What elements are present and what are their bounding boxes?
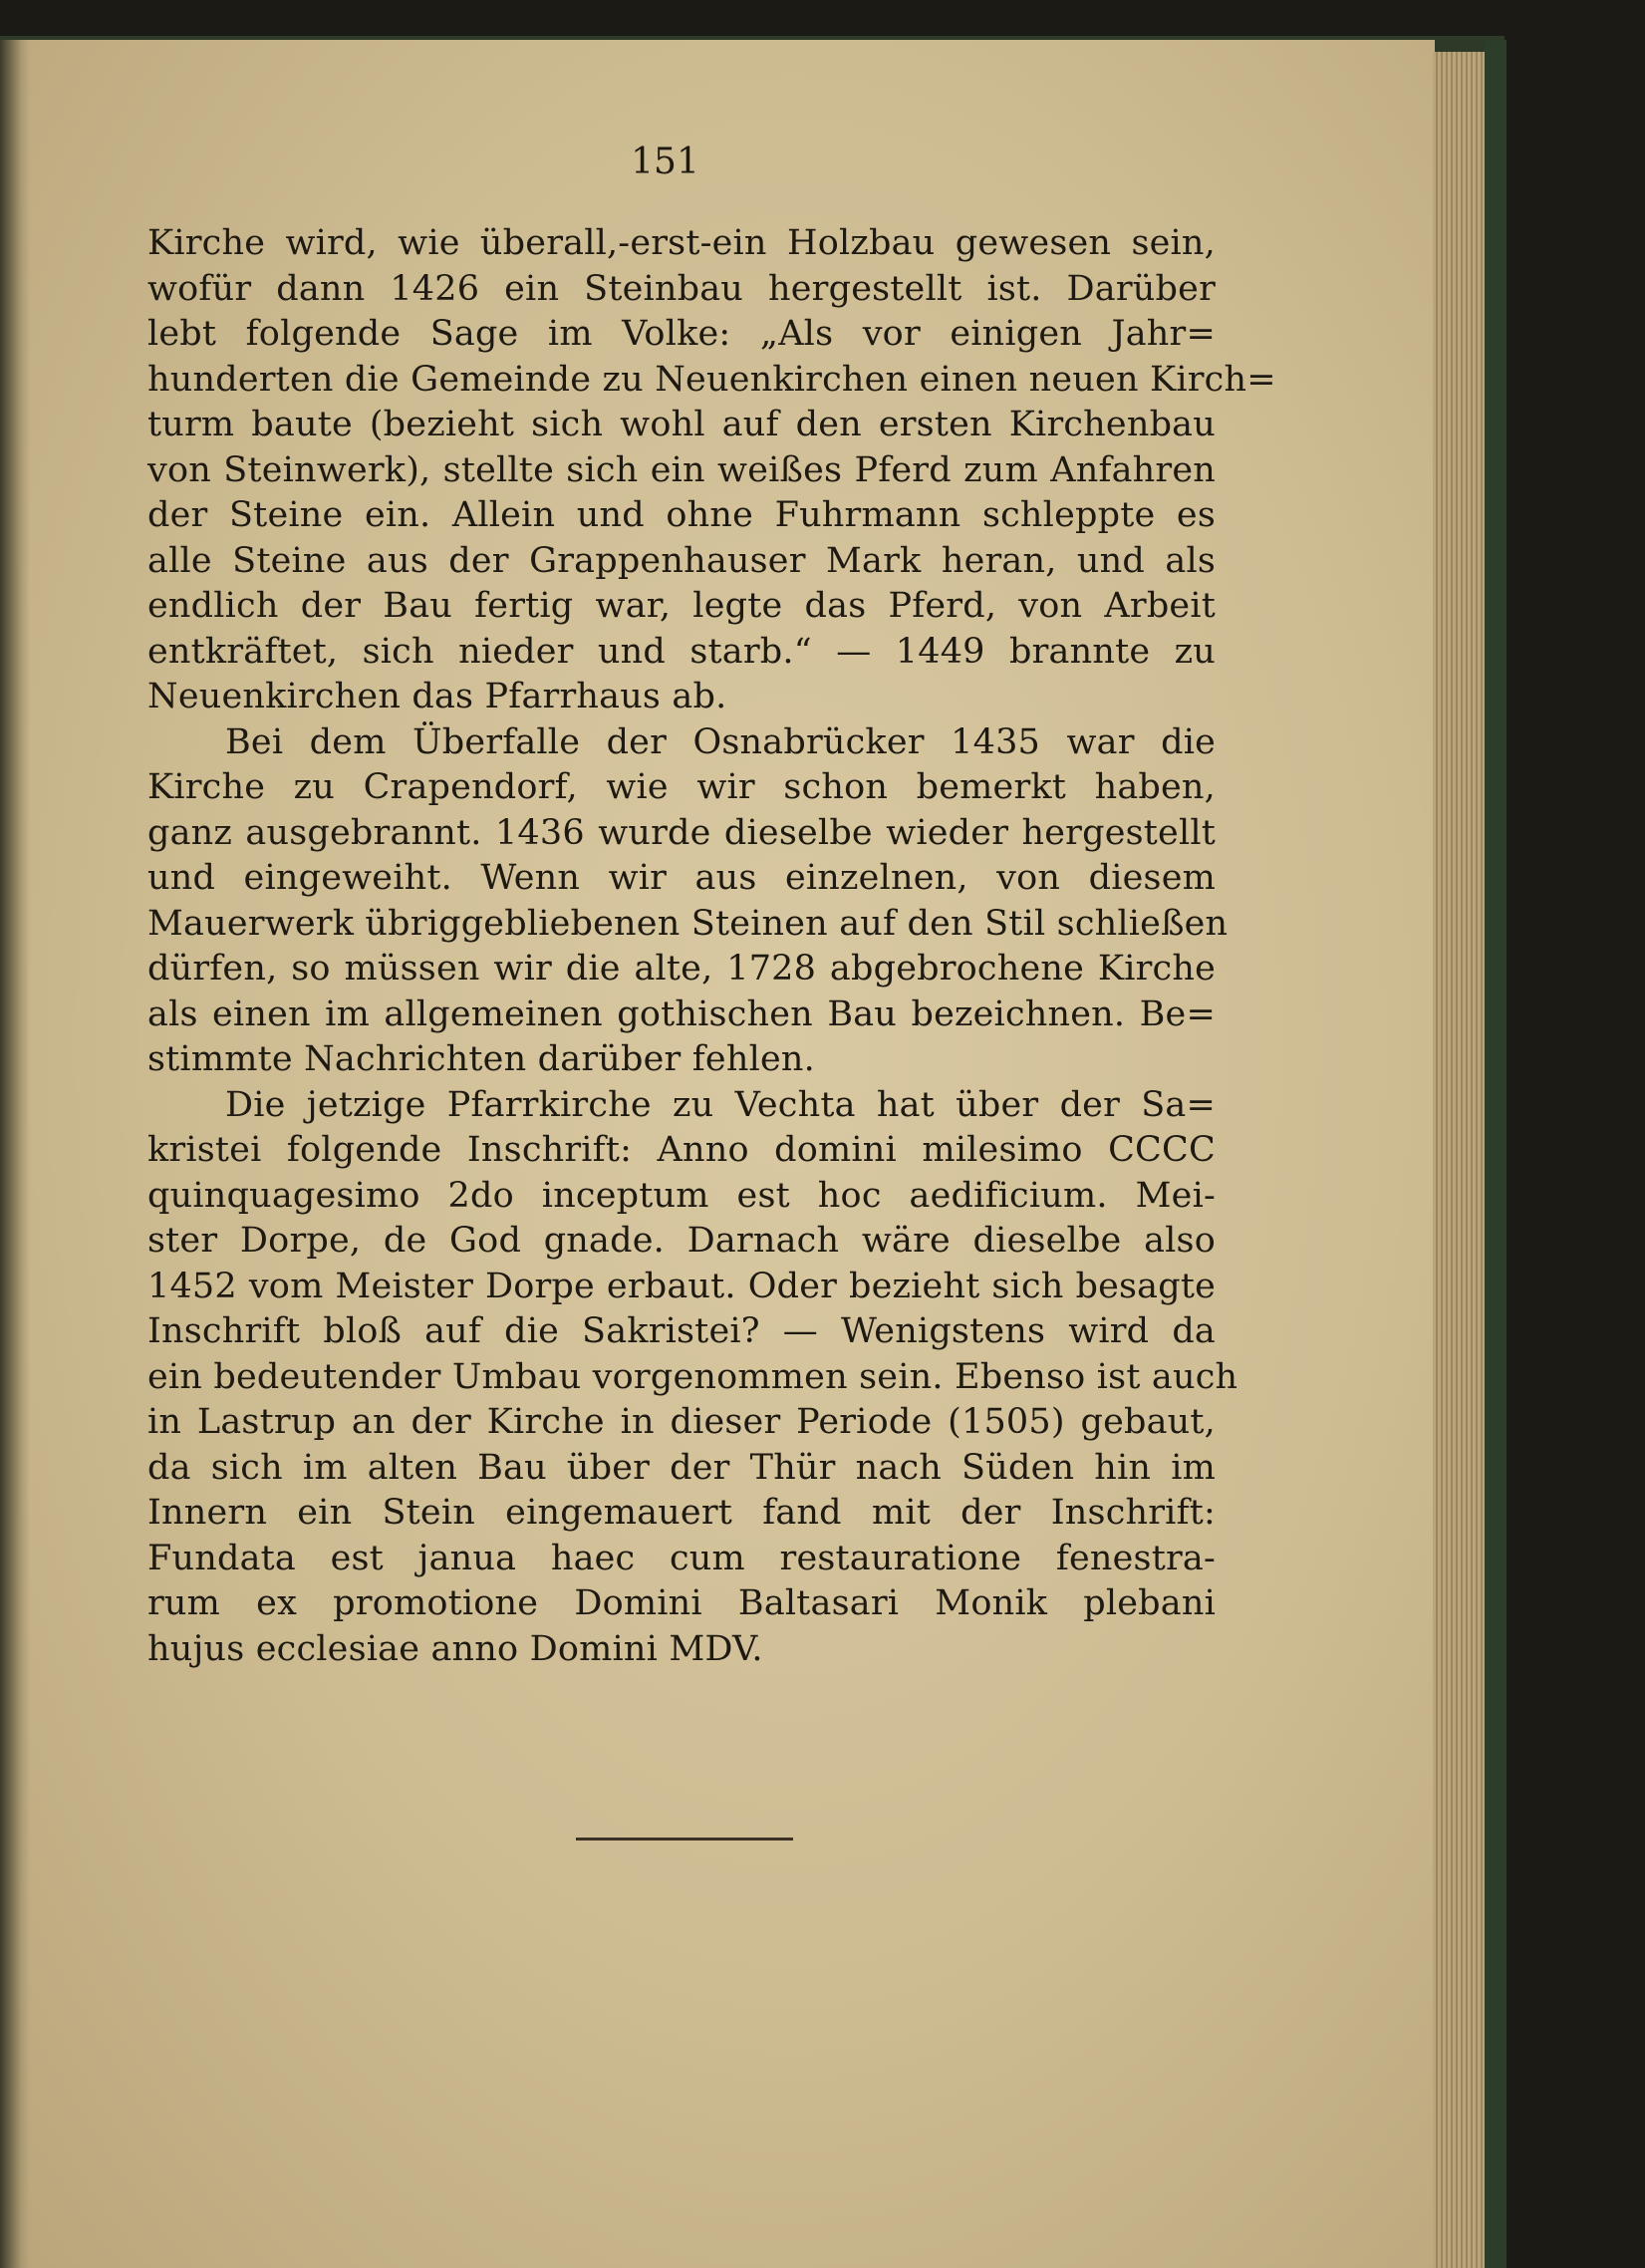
text-line: stimmte Nachrichten darüber fehlen. [147,1039,815,1079]
text-line: als einen im allgemeinen gothischen Bau bezeichnen. Be= [147,993,1216,1034]
book-cover-edge [1485,40,1507,2268]
text-line: Fundata est janua haec cum restauratione fenestra- [147,1538,1216,1578]
text-line: 1452 vom Meister Dorpe erbaut. Oder bezieht sich besagte [147,1266,1216,1306]
text-line: Die jetzige Pfarrkirche zu Vechta hat über der Sa= [225,1084,1216,1125]
body-text [147,221,1276,1672]
text-line: ein bedeutender Umbau vorgenommen sein. Ebenso ist auch [147,1356,1238,1397]
page-edges [1433,52,1485,2268]
text-line: Mauerwerk übriggebliebenen Steinen auf den Stil schließen [147,903,1229,944]
text-line: dürfen, so müssen wir die alte, 1728 abgebrochene Kirche [147,949,1216,989]
text-line: Inschrift bloß auf die Sakristei? — Wenigstens wird da [147,1311,1216,1351]
page-number: 151 [631,142,699,182]
text-line: Kirche zu Crapendorf, wie wir schon bemerkt haben, [147,767,1216,807]
text-line: ganz ausgebrannt. 1436 wurde dieselbe wieder hergestellt [147,812,1216,853]
text-line: Innern ein Stein eingemauert fand mit der Inschrift: [147,1493,1216,1533]
text-line: kristei folgende Inschrift: Anno domini milesimo CCCC [147,1130,1216,1170]
text-line: rum ex promotione Domini Baltasari Monik plebani [147,1583,1216,1623]
text-line: und eingeweiht. Wenn wir aus einzelnen, von diesem [147,858,1216,898]
text-line: von Steinwerk), stellte sich ein weißes Pferd zum Anfahren [147,449,1216,490]
text-line: hunderten die Gemeinde zu Neuenkirchen einen neuen Kirch= [147,359,1276,400]
text-line: in Lastrup an der Kirche in dieser Periode (1505) gebaut, [147,1402,1216,1442]
text-line: quinquagesimo 2do inceptum est hoc aedificium. Mei- [147,1175,1216,1216]
text-line: turm baute (bezieht sich wohl auf den ersten Kirchenbau [147,405,1216,444]
footnote-rule [576,1838,793,1841]
text-line: hujus ecclesiae anno Domini MDV. [147,1628,763,1669]
page-gutter [0,40,30,2268]
text-line: lebt folgende Sage im Volke: „Als vor einigen Jahr= [147,314,1216,354]
text-line: Kirche wird, wie überall,-erst-ein Holzbau gewesen sein, [147,223,1216,263]
text-line: Neuenkirchen das Pfarrhaus ab. [147,677,727,716]
text-line: da sich im alten Bau über der Thür nach Süden hin im [147,1447,1216,1488]
text-line: alle Steine aus der Grappenhauser Mark heran, und als [147,540,1216,581]
text-line: endlich der Bau fertig war, legte das Pferd, von Arbeit [147,586,1216,626]
text-line: Bei dem Überfalle der Osnabrücker 1435 war die [225,721,1216,762]
text-line: der Steine ein. Allein und ohne Fuhrmann schleppte es [147,495,1216,535]
text-line: ster Dorpe, de God gnade. Darnach wäre dieselbe also [147,1221,1216,1261]
text-line: entkräftet, sich nieder und starb.“ — 1449 brannte zu [147,631,1216,672]
text-line: wofür dann 1426 ein Steinbau hergestellt ist. Darüber [147,268,1216,309]
